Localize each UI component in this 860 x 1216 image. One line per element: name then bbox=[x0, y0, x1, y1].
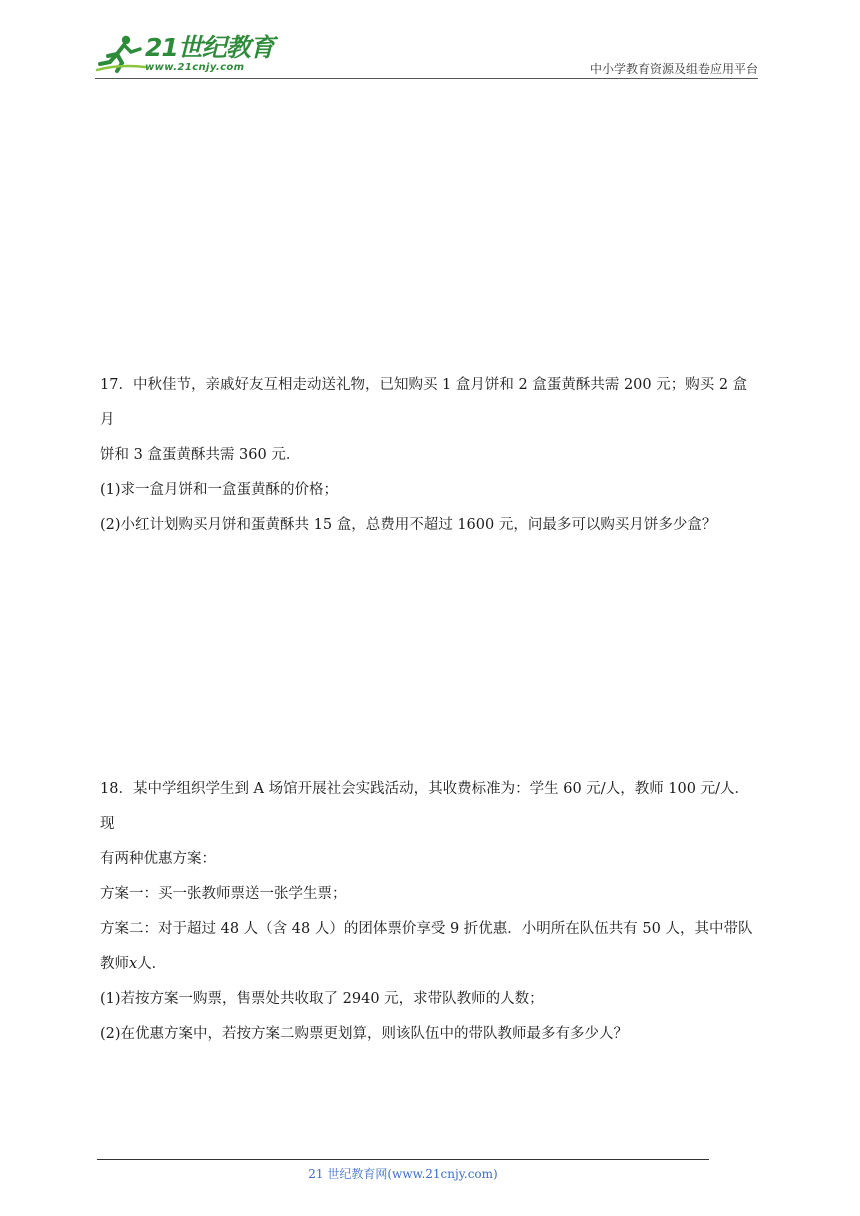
brand-name: 21世纪教育 bbox=[145, 33, 274, 62]
header-divider bbox=[95, 78, 758, 79]
brand-url: www.21cnjy.com bbox=[145, 62, 245, 73]
site-logo[interactable] bbox=[95, 30, 274, 78]
question-17-stem-line-1: 17．中秋佳节，亲戚好友互相走动送礼物，已知购买 1 盒月饼和 2 盒蛋黄酥共需 200 元；购买 2 盒月 bbox=[100, 377, 748, 428]
question-18 bbox=[100, 772, 760, 1052]
footer-link[interactable]: 21 世纪教育网(www.21cnjy.com) bbox=[308, 1167, 498, 1181]
question-18-part-2: (2)在优惠方案中，若按方案二购票更划算，则该队伍中的带队教师最多有多少人？ bbox=[100, 1026, 629, 1042]
question-17 bbox=[100, 368, 760, 543]
footer-divider bbox=[97, 1159, 709, 1160]
question-18-stem-line-1: 18．某中学组织学生到 A 场馆开展社会实践活动，其收费标准为：学生 60 元/人，教师 100 元/人．现 bbox=[100, 781, 749, 832]
variable-x: x bbox=[129, 956, 138, 972]
question-18-stem-line-2: 有两种优惠方案： bbox=[100, 851, 216, 867]
question-18-plan-2-line-2 bbox=[100, 947, 760, 982]
question-17-part-2: (2)小红计划购买月饼和蛋黄酥共 15 盒，总费用不超过 1600 元，问最多可以购买月饼多少盒？ bbox=[100, 517, 717, 533]
plan-2-text-after: 人． bbox=[137, 956, 167, 972]
question-17-stem-line-2: 饼和 3 盒蛋黄酥共需 360 元． bbox=[100, 447, 301, 463]
question-18-plan-2-line-1: 方案二：对于超过 48 人（含 48 人）的团体票价享受 9 折优惠．小明所在队伍共有 50 人，其中带队 bbox=[100, 921, 753, 937]
runner-logo-icon bbox=[95, 34, 147, 74]
page-header bbox=[95, 30, 758, 80]
platform-tagline: 中小学教育资源及组卷应用平台 bbox=[589, 62, 758, 76]
question-18-part-1: (1)若按方案一购票，售票处共收取了 2940 元，求带队教师的人数； bbox=[100, 991, 544, 1007]
question-18-plan-1: 方案一：买一张教师票送一张学生票； bbox=[100, 886, 347, 902]
question-17-part-1: (1)求一盒月饼和一盒蛋黄酥的价格； bbox=[100, 482, 339, 498]
plan-2-text-before: 教师 bbox=[100, 956, 129, 972]
